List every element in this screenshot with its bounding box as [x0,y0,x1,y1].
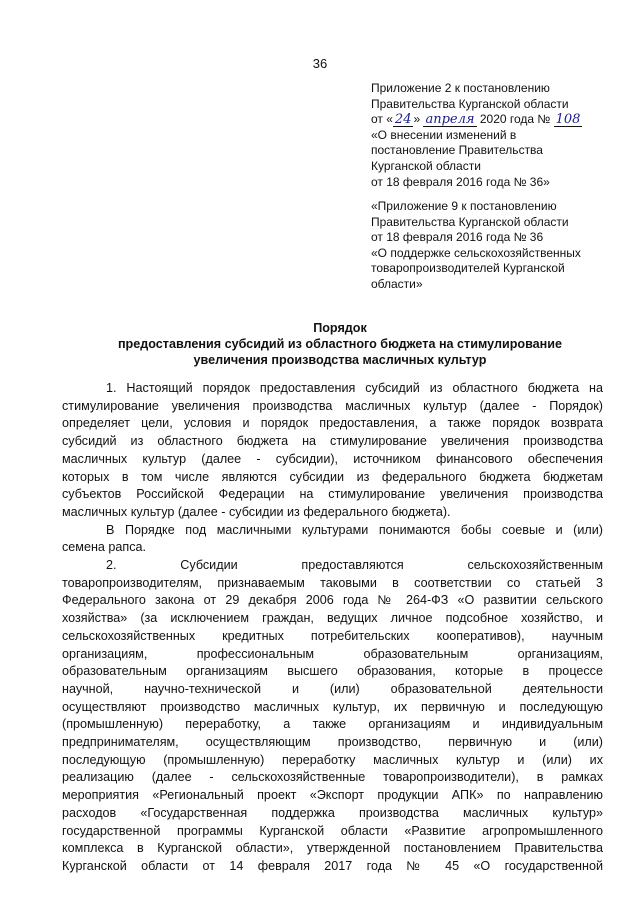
body-text-line: товаропроизводителям, признаваемым таковыми в соответствии со статьей 3 [62,575,603,590]
title-line: предоставления субсидий из областного бюджета на стимулирование [117,337,563,351]
body-text-line: сельскохозяйственных кредитных потребительских кооперативов), научным [62,628,603,643]
appendix-header-line: от 18 февраля 2016 года № 36» [371,174,550,189]
body-text-line: мероприятия «Региональный проект «Экспорт продукции АПК» по направлению [62,788,603,803]
body-text-line: осуществляют производство масличных культур, их первичную и последующую [62,699,603,714]
appendix-header-line: Курганской области [371,158,481,173]
body-text-line: Федерального закона от 29 декабря 2006 года № 264-ФЗ «О развитии сельского [62,593,603,608]
body-text-line: предпринимателям, осуществляющим производство, первичную и (или) [62,735,603,750]
appendix-header [371,81,621,190]
body-text-line: субсидий из областного бюджета на стимулирование увеличения производства [62,434,603,449]
page-number: 36 [312,56,328,71]
appendix-header-line: области» [371,276,423,291]
appendix-header-line: Приложение 2 к постановлению [371,81,550,95]
body-text-line: научной, научно-технической и (или) образовательной деятельности [62,681,603,696]
appendix-date-line [371,112,621,128]
title-line: Порядок [313,321,367,335]
body-text-line: определяет цели, условия и порядок предоставления, а также порядок возврата [62,416,603,431]
body-text-line: субъектов Российской Федерации на стимулирование увеличения производства [62,487,603,502]
appendix-header-line: «О внесении изменений в [371,127,517,142]
handwritten-month: апреля [425,112,475,128]
body-text-line: комплекса в Курганской области», утвержденной постановлением Правительства [62,841,603,856]
document-body [62,380,603,876]
date-post: 2020 года № [476,112,554,127]
date-prefix: от « [371,112,393,127]
body-text-line: (промышленную) переработку, а также организациям и индивидуальным [62,717,603,732]
appendix-header-line: Правительства Курганской области [371,96,569,111]
body-text-line: масличных культур (далее - субсидии), источником финансового обеспечения [62,451,603,466]
body-text-line: государственной программы Курганской области «Развитие агропромышленного [62,823,603,838]
body-text-line: 2. Субсидии предоставляются сельскохозяйственным [106,558,603,573]
body-text-line: стимулирование увеличения производства масличных культур (далее - Порядок) [62,398,603,413]
body-text-line: семена рапса. [62,540,147,555]
body-text-line: образовательным организациям высшего образования, которые в процессе [62,664,603,679]
appendix-header-line: Правительства Курганской области [371,214,569,229]
appendix-header-line: постановление Правительства [371,143,543,158]
body-text-line: хозяйства» (за исключением граждан, ведущих личное подсобное хозяйство, и [62,611,603,626]
handwritten-number: 108 [555,112,581,128]
body-text-line: которых в том числе являются субсидии из федерального бюджета бюджетам [62,469,603,484]
body-text-line: последующую (промышленную) переработку масличных культур и (или) их [62,752,603,767]
body-text-line: организациям, профессиональным образовательным организациям, [62,646,603,661]
appendix-header-line: товаропроизводителей Курганской [371,261,565,276]
handwritten-day: 24 [394,112,412,128]
document-title [50,320,630,368]
body-text-line: расходов «Государственная поддержка производства масличных культур» [62,805,603,820]
body-text-line: масличных культур (далее - субсидии из федерального бюджета). [62,504,451,519]
title-line: увеличения производства масличных культур [193,353,487,367]
original-appendix-header [371,199,621,293]
appendix-header-line: «Приложение 9 к постановлению [371,199,557,213]
date-mid: » [413,112,424,127]
appendix-header-line: «О поддержке сельскохозяйственных [371,245,581,260]
appendix-header-line: от 18 февраля 2016 года № 36 [371,230,544,245]
body-text-line: В Порядке под масличными культурами понимаются бобы соевые и (или) [106,522,603,537]
body-text-line: Курганской области от 14 февраля 2017 года № 45 «О государственной [62,858,603,873]
body-text-line: реализацию (далее - сельскохозяйственные товаропроизводители), в рамках [62,770,603,785]
body-text-line: 1. Настоящий порядок предоставления субсидий из областного бюджета на [106,381,603,395]
